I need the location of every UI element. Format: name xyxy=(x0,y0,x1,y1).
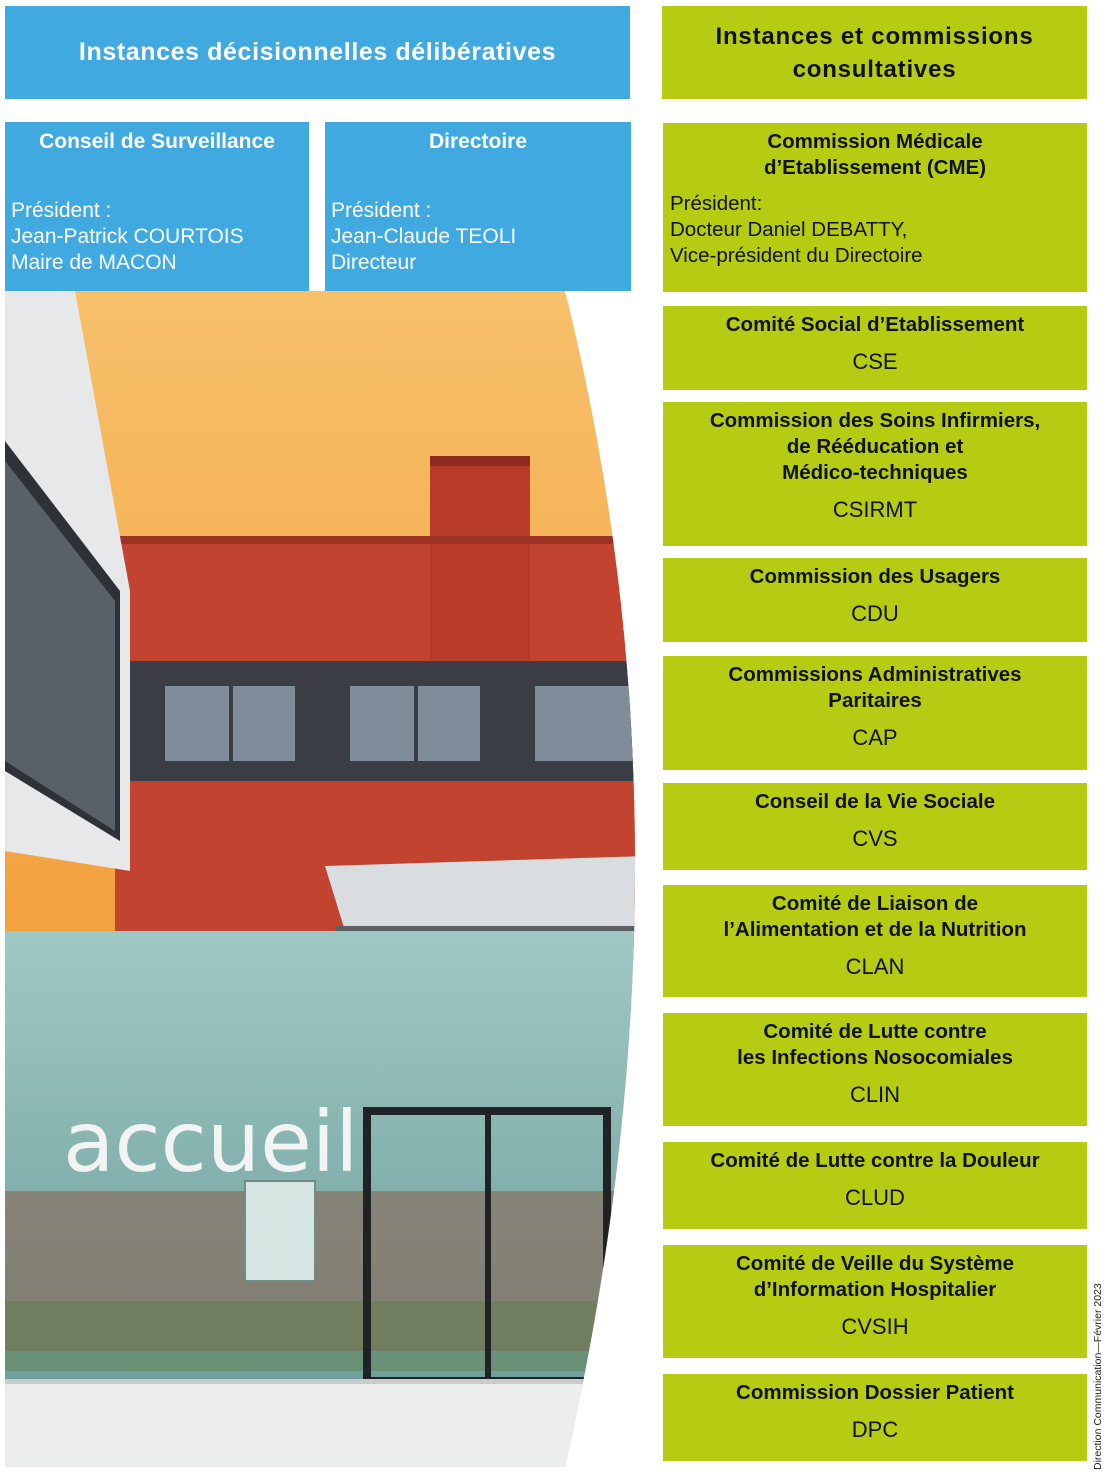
committee-box xyxy=(663,1374,1087,1461)
conseil-surveillance-president: Président : Jean-Patrick COURTOIS Maire de MACON xyxy=(11,199,244,274)
conseil-surveillance-title: Conseil de Surveillance xyxy=(39,130,275,153)
committee-box xyxy=(663,402,1087,546)
committee-box xyxy=(663,1245,1087,1358)
committee-box xyxy=(663,656,1087,770)
building-illustration xyxy=(5,291,645,1467)
committee-box xyxy=(663,783,1087,870)
consultative-bodies-header xyxy=(662,6,1087,99)
committee-title: Comité de Lutte contre la Douleur xyxy=(710,1149,1040,1172)
committee-acronym: CDU xyxy=(851,601,899,626)
committee-acronym: CVSIH xyxy=(841,1314,909,1339)
deliberative-bodies-title: Instances décisionnelles délibératives xyxy=(78,38,557,66)
committee-acronym: CLAN xyxy=(845,954,905,979)
directoire-president: Président : Jean-Claude TEOLI Directeur xyxy=(331,199,517,274)
cme-title: Commission Médicale d’Etablissement (CME) xyxy=(763,130,987,179)
committee-box xyxy=(663,1142,1087,1229)
committee-title: Conseil de la Vie Sociale xyxy=(754,790,996,813)
cme-box xyxy=(663,123,1087,292)
committee-title: Comité de Veille du Système d’Information Hospitalier xyxy=(736,1252,1014,1301)
committee-acronym: CLUD xyxy=(845,1185,905,1210)
committee-acronym: CVS xyxy=(852,826,898,851)
committee-box xyxy=(663,885,1087,997)
hospital-building-photo xyxy=(5,291,645,1467)
directoire-title: Directoire xyxy=(428,130,528,153)
committee-acronym: CLIN xyxy=(849,1082,901,1107)
directoire-box xyxy=(325,122,631,291)
footer-credit: Direction Communication—Février 2023 xyxy=(1092,1283,1104,1470)
conseil-surveillance-box xyxy=(5,122,309,291)
committee-title: Commissions Administratives Paritaires xyxy=(728,663,1022,712)
committee-acronym: CSIRMT xyxy=(832,497,918,522)
committee-title: Comité de Liaison de l’Alimentation et de la Nutrition xyxy=(723,892,1027,941)
committee-box xyxy=(663,558,1087,642)
committee-acronym: CAP xyxy=(852,725,898,750)
committee-title: Comité de Lutte contre les Infections Nosocomiales xyxy=(737,1020,1013,1069)
consultative-bodies-title: Instances et commissions consultatives xyxy=(715,22,1034,83)
committee-acronym: DPC xyxy=(851,1417,899,1442)
committee-acronym: CSE xyxy=(852,349,898,374)
accueil-sign: accueil xyxy=(63,1093,359,1191)
deliberative-bodies-header xyxy=(5,6,630,99)
committee-title: Commission des Usagers xyxy=(749,565,1001,588)
committee-title: Comité Social d’Etablissement xyxy=(725,313,1025,336)
cme-president: Président: Docteur Daniel DEBATTY, Vice-président du Directoire xyxy=(670,192,923,267)
committee-title: Commission des Soins Infirmiers, de Rééducation et Médico-techniques xyxy=(709,409,1041,484)
committee-box xyxy=(663,306,1087,390)
committee-box xyxy=(663,1013,1087,1126)
committee-title: Commission Dossier Patient xyxy=(736,1381,1014,1404)
